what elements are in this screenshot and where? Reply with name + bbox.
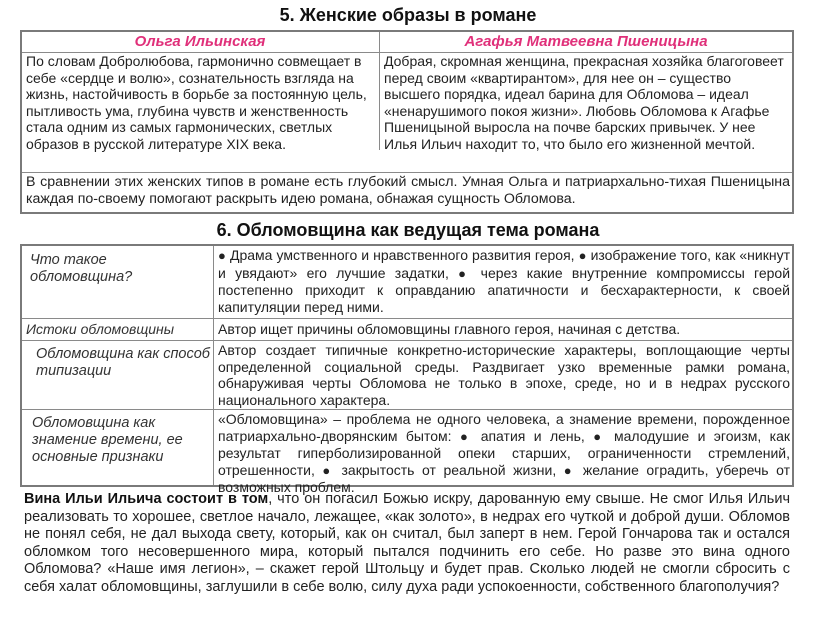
comparison-summary: В сравнении этих женских типов в романе есть глубокий смысл. Умная Ольга и патриархально-тихая Пшеницына каждая по-своему помогают раскрыть идею романа, обнажая сущность Обломова. <box>26 174 790 207</box>
summary-divider <box>22 172 792 173</box>
row-label-sign-of-times: Обломовщина как знамение времени, ее основные признаки <box>32 415 183 465</box>
bullet-icon: ● <box>458 265 472 281</box>
row-content-part: закрытость от реальной жизни, <box>341 461 557 478</box>
row-content-part: Драма умственного и нравственного развития героя, <box>230 247 575 263</box>
row-content-part: апатия и лень, <box>480 427 585 444</box>
olga-description: По словам Добролюбова, гармонично совмещает в себе «сердце и волю», сознательность взгляда на жизнь, настойчивость в борьбе за постоянную цель, пытливость ума, глубина чувств и женственность стала одним из самых гармонических, светлых образов в русской литературе XIX века. <box>26 53 367 152</box>
bullet-icon: ● <box>563 462 576 478</box>
conclusion-body: , что он погасил Божью искру, дарованную ему свыше. Не смог Илья Ильич реализовать то хорошее, светлое начало, лежащее, «как золото», в недрах его чуткой и доброй души. Обломов не понял себя, не дал выхода свету, который, как он считал, был заперт в нем. Герой Гончарова так и остался обломком того несовершенного мира, который пытался подчинить его себе. Но разве это вина одного Обломова? «Наше имя легион», – скажет герой Штольцу и будет прав. Сколько людей не смогли сбросить с себя халат обломовщины, заглушили в себе волю, силу духа ради успокоенности, собственного благополучия? <box>24 491 790 595</box>
section5-title: 5. Женские образы в романе <box>279 5 537 25</box>
row-content-part: изображение того, как «никнут и увядают» его лучшие задатки, <box>218 247 791 281</box>
row-divider <box>22 340 792 341</box>
agafya-description: Добрая, скромная женщина, прекрасная хозяйка благоговеет перед своим «квартирантом», для нее он – существо высшего порядка, идеал барина для Обломова – идеал «ненарушимого покоя жизни». Любовь Обломова к Агафье Пшеницыной выросла на почве барских привычек. У нее Илья Ильич находит то, что было его жизненной мечтой. <box>384 53 784 152</box>
conclusion-paragraph <box>24 491 790 597</box>
row-content-sign-of-times <box>218 411 791 495</box>
label-column-divider <box>213 246 214 485</box>
row-label-what-is: Что такое обломовщина? <box>30 252 133 285</box>
bullet-icon: ● <box>578 248 587 263</box>
conclusion-lead: Вина Ильи Ильича состоит в том <box>24 491 269 507</box>
bullet-icon: ● <box>459 428 473 444</box>
row-content-part: малодушие и эгоизм, как результат гиперболизированной опеки старших, ограниченности стремлений, отрешенности, <box>218 427 791 478</box>
row-content-part: через какие внутренние компромиссы герой постепенно приходит к оправданию апатичности и бесхарактерности, к своей капитуляции перед ними. <box>218 264 791 315</box>
oblomovism-table <box>20 244 794 495</box>
bullet-icon: ● <box>322 462 334 478</box>
bullet-icon: ● <box>218 248 226 263</box>
column-divider <box>379 32 380 150</box>
row-label-origins: Истоки обломовщины <box>26 321 175 337</box>
row-content-what-is <box>218 247 790 317</box>
row-content-typification: Автор создает типичные конкретно-исторические характеры, воплощающие черты определенной социальной среды. Раздвигает узко временные рамки романа, обнаруживая черты Обломова не только в эпохе, среде, но и в недрах русского национального характера. <box>218 342 790 408</box>
section6-title: 6. Обломовщина как ведущая тема романа <box>216 220 600 240</box>
row-label-typification: Обломовщина как способ типизации <box>36 346 210 379</box>
row-divider <box>22 409 792 410</box>
row-divider <box>22 318 792 319</box>
women-images-table <box>20 30 794 214</box>
olga-header: Ольга Ильинская <box>134 33 266 50</box>
row-content-part: желание оградить, уберечь от возможных проблем. <box>218 461 790 495</box>
row-content-origins: Автор ищет причины обломовщины главного героя, начиная с детства. <box>218 321 681 337</box>
bullet-icon: ● <box>593 428 606 444</box>
agafya-header: Агафья Матвеевна Пшеницына <box>464 33 708 50</box>
row-content-intro: «Обломовщина» – проблема не одного человека, а знамение времени, порожденное патриархально-дворянским бытом: <box>218 411 790 444</box>
